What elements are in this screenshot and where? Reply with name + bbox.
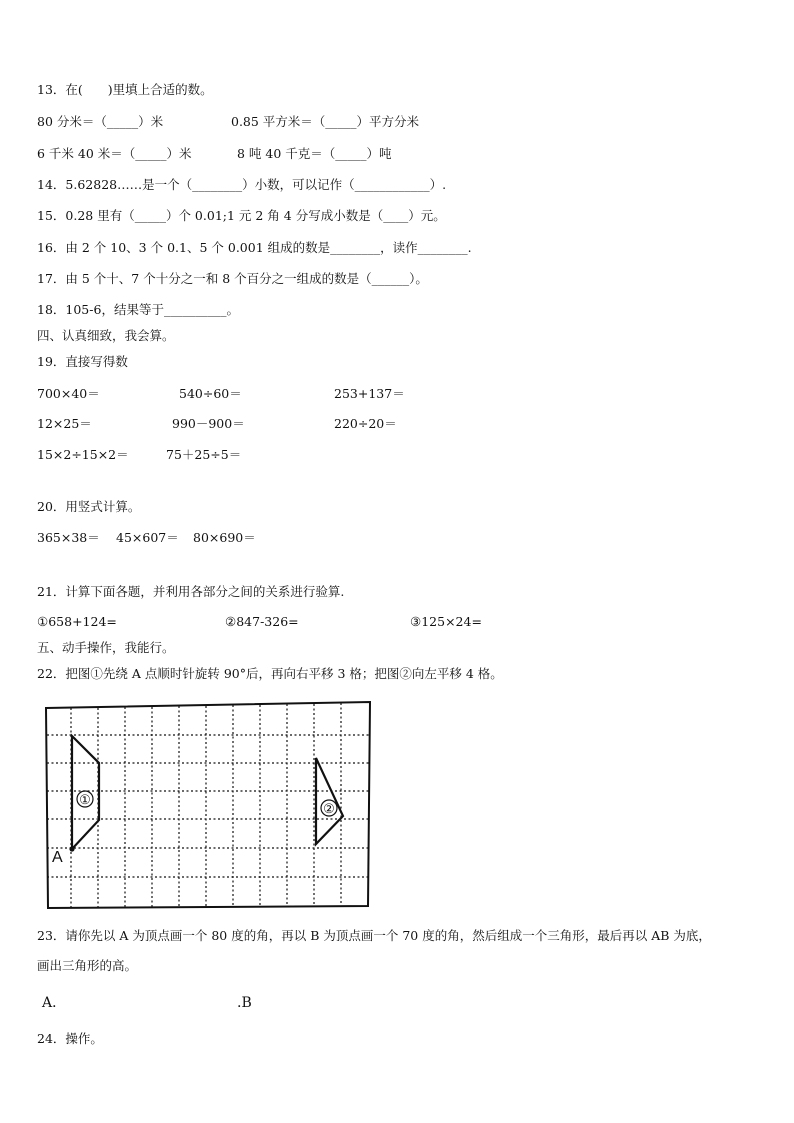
q20-title: 20．用竖式计算。 (37, 499, 141, 514)
q22-title: 22．把图①先绕 A 点顺时针旋转 90°后，再向右平移 3 格；把图②向左平移 4 格。 (37, 666, 503, 681)
q17-text: 17．由 5 个十、7 个十分之一和 8 个百分之一组成的数是（______）。 (37, 271, 428, 286)
q19-item: 12×25＝ (37, 416, 92, 431)
q19-item: 220÷20＝ (334, 416, 397, 431)
q24-text: 24．操作。 (37, 1031, 103, 1046)
q13-item-2: 0.85 平方米＝（_____）平方分米 (231, 114, 420, 129)
q20-item: 365×38＝ (37, 530, 100, 545)
q23-line-2: 画出三角形的高。 (37, 958, 138, 973)
section-4-heading: 四、认真细致，我会算。 (37, 328, 175, 343)
q22-grid-figure (44, 700, 374, 910)
q20-item: 45×607＝ (116, 530, 179, 545)
q23-point-a: A． (42, 995, 67, 1011)
figure-2-label: ② (323, 802, 335, 817)
q19-item: 15×2÷15×2＝ (37, 447, 129, 462)
figure-1-label: ① (79, 793, 91, 808)
q13-title: 13．在( )里填上合适的数。 (37, 82, 213, 97)
q13-item-1: 80 分米＝（_____）米 (37, 114, 164, 129)
q13-item-4: 8 吨 40 千克＝（_____）吨 (237, 146, 392, 161)
q13-item-3: 6 千米 40 米＝（_____）米 (37, 146, 192, 161)
point-a-label: A (52, 849, 63, 866)
point-a-dot (69, 846, 74, 851)
q14-text: 14．5.62828……是一个（________）小数，可以记作（____________）. (37, 177, 447, 192)
q19-item: 990－900＝ (172, 416, 245, 431)
q21-item: ③125×24= (410, 614, 482, 629)
section-5-heading: 五、动手操作，我能行。 (37, 640, 175, 655)
figure-2-triangle (316, 758, 343, 844)
q15-text: 15．0.28 里有（_____）个 0.01;1 元 2 角 4 分写成小数是（____）元。 (37, 208, 446, 223)
q19-title: 19．直接写得数 (37, 354, 128, 369)
q19-item: 540÷60＝ (179, 386, 242, 401)
q19-item: 75＋25÷5＝ (166, 447, 242, 462)
q23-line-1: 23．请你先以 A 为顶点画一个 80 度的角，再以 B 为顶点画一个 70 度的角，然后组成一个三角形，最后再以 AB 为底， (37, 928, 711, 943)
q23-point-b: .B (237, 995, 252, 1011)
q21-item: ②847-326= (225, 614, 299, 629)
q19-item: 700×40＝ (37, 386, 100, 401)
q18-text: 18．105-6，结果等于__________。 (37, 302, 239, 317)
q16-text: 16．由 2 个 10、3 个 0.1、5 个 0.001 组成的数是________，读作________. (37, 240, 472, 255)
dotted-grid-lines (47, 703, 369, 907)
q21-item: ①658+124= (37, 614, 117, 629)
q19-item: 253+137＝ (334, 386, 405, 401)
q21-title: 21．计算下面各题，并利用各部分之间的关系进行验算. (37, 584, 345, 599)
q20-item: 80×690＝ (193, 530, 256, 545)
